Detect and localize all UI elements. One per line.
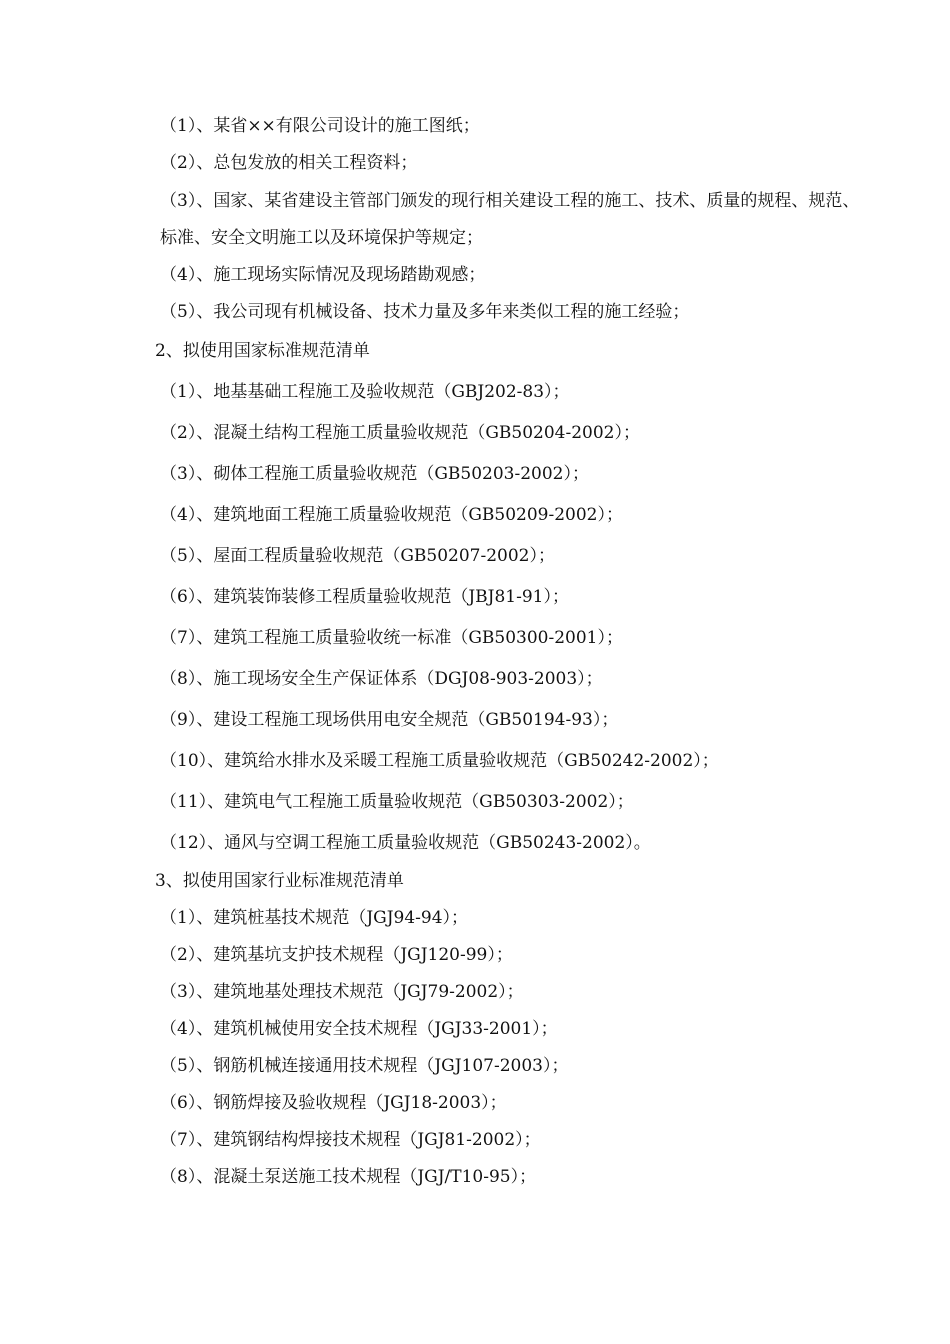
industry-item-3: （3）、建筑地基处理技术规范（JGJ79-2002）； (160, 982, 524, 1002)
industry-item-2: （2）、建筑基坑支护技术规程（JGJ120-99）； (160, 945, 513, 965)
industry-item-8: （8）、混凝土泵送施工技术规程（JGJ/T10-95）； (160, 1167, 537, 1187)
basis-item-2: （2）、总包发放的相关工程资料； (160, 153, 418, 173)
standard-item-6: （6）、建筑装饰装修工程质量验收规范（JBJ81-91）； (160, 587, 569, 607)
basis-item-3-text: （3）、国家、某省建设主管部门颁发的现行相关建设工程的施工、技术、质量的规程、规范、标准、安全文明施工以及环境保护等规定； (160, 191, 860, 248)
basis-item-1: （1）、某省××有限公司设计的施工图纸； (160, 116, 480, 136)
basis-item-4: （4）、施工现场实际情况及现场踏勘观感； (160, 265, 486, 285)
standard-item-3: （3）、砌体工程施工质量验收规范（GB50203-2002）； (160, 464, 589, 484)
section-3-heading: 3、拟使用国家行业标准规范清单 (155, 871, 404, 891)
standard-item-10: （10）、建筑给水排水及采暖工程施工质量验收规范（GB50242-2002）； (160, 751, 719, 771)
standard-item-4: （4）、建筑地面工程施工质量验收规范（GB50209-2002）； (160, 505, 623, 525)
standard-item-9: （9）、建设工程施工现场供用电安全规范（GB50194-93）； (160, 710, 619, 730)
standard-item-5: （5）、屋面工程质量验收规范（GB50207-2002）； (160, 546, 555, 566)
standard-item-11: （11）、建筑电气工程施工质量验收规范（GB50303-2002）； (160, 792, 634, 812)
standard-item-8: （8）、施工现场安全生产保证体系（DGJ08-903-2003）； (160, 669, 603, 689)
industry-item-7: （7）、建筑钢结构焊接技术规程（JGJ81-2002）； (160, 1130, 541, 1150)
standard-item-1: （1）、地基基础工程施工及验收规范（GBJ202-83）； (160, 382, 570, 402)
industry-item-1: （1）、建筑桩基技术规范（JGJ94-94）； (160, 908, 469, 928)
standard-item-2: （2）、混凝土结构工程施工质量验收规范（GB50204-2002）； (160, 423, 640, 443)
standard-item-7: （7）、建筑工程施工质量验收统一标准（GB50300-2001）； (160, 628, 623, 648)
industry-item-4: （4）、建筑机械使用安全技术规程（JGJ33-2001）； (160, 1019, 558, 1039)
basis-item-3 (115, 183, 865, 257)
section-2-heading: 2、拟使用国家标准规范清单 (155, 341, 370, 361)
industry-item-6: （6）、钢筋焊接及验收规程（JGJ18-2003）； (160, 1093, 507, 1113)
basis-item-5: （5）、我公司现有机械设备、技术力量及多年来类似工程的施工经验； (160, 302, 690, 322)
industry-item-5: （5）、钢筋机械连接通用技术规程（JGJ107-2003）； (160, 1056, 569, 1076)
standard-item-12: （12）、通风与空调工程施工质量验收规范（GB50243-2002）。 (160, 833, 651, 853)
